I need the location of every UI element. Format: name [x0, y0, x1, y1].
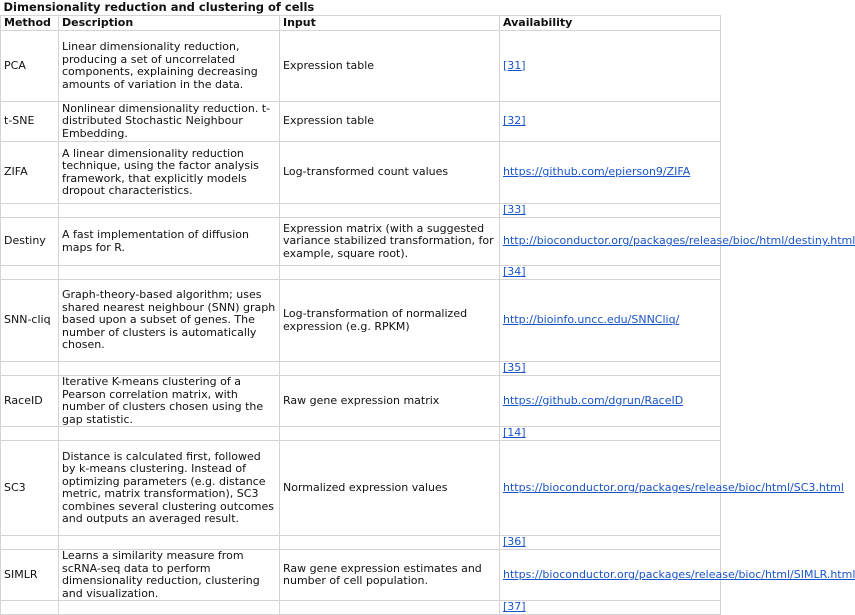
cell-availability-link[interactable]: [37]	[500, 601, 721, 615]
header-input: Input	[280, 16, 500, 31]
cell-method	[1, 266, 59, 280]
cell-description	[59, 536, 280, 550]
cell-input: Log-transformed count values	[280, 142, 500, 204]
table-row	[1, 31, 721, 102]
cell-availability-link[interactable]: [35]	[500, 362, 721, 376]
cell-input: Expression matrix (with a suggested variance stabilized transformation, for example, square root).	[280, 218, 500, 266]
cell-input: Log-transformation of normalized expression (e.g. RPKM)	[280, 280, 500, 362]
table-row	[1, 142, 721, 204]
cell-method	[1, 362, 59, 376]
cell-method: Destiny	[1, 218, 59, 266]
cell-description: Linear dimensionality reduction, producing a set of uncorrelated components, explaining decreasing amounts of variation in the data.	[59, 31, 280, 102]
table-row	[1, 441, 721, 536]
cell-description	[59, 362, 280, 376]
cell-description: Iterative K-means clustering of a Pearson correlation matrix, with number of clusters chosen using the gap statistic.	[59, 376, 280, 427]
cell-availability-link[interactable]: [33]	[500, 204, 721, 218]
cell-availability-link[interactable]: https://bioconductor.org/packages/release/bioc/html/SIMLR.html	[500, 550, 721, 601]
cell-input	[280, 204, 500, 218]
table-row	[1, 601, 721, 615]
cell-availability-link[interactable]: [14]	[500, 427, 721, 441]
table-row	[1, 362, 721, 376]
cell-description	[59, 204, 280, 218]
cell-availability-link[interactable]: http://bioconductor.org/packages/release/bioc/html/destiny.html	[500, 218, 721, 266]
cell-input: Raw gene expression matrix	[280, 376, 500, 427]
cell-input	[280, 601, 500, 615]
title-row	[1, 0, 721, 16]
cell-availability-link[interactable]: https://bioconductor.org/packages/release/bioc/html/SC3.html	[500, 441, 721, 536]
cell-input: Raw gene expression estimates and number of cell population.	[280, 550, 500, 601]
table-title: Dimensionality reduction and clustering of cells	[1, 0, 721, 16]
table-row	[1, 280, 721, 362]
table-row	[1, 218, 721, 266]
cell-input: Normalized expression values	[280, 441, 500, 536]
cell-description	[59, 266, 280, 280]
cell-method	[1, 427, 59, 441]
cell-method: RaceID	[1, 376, 59, 427]
cell-input: Expression table	[280, 31, 500, 102]
cell-availability-link[interactable]: [31]	[500, 31, 721, 102]
cell-availability-link[interactable]: https://github.com/dgrun/RaceID	[500, 376, 721, 427]
header-description: Description	[59, 16, 280, 31]
table-row	[1, 376, 721, 427]
cell-input	[280, 536, 500, 550]
cell-availability-link[interactable]: http://bioinfo.uncc.edu/SNNCliq/	[500, 280, 721, 362]
cell-input	[280, 362, 500, 376]
cell-input: Expression table	[280, 102, 500, 142]
header-method: Method	[1, 16, 59, 31]
cell-description: Graph-theory-based algorithm; uses shared nearest neighbour (SNN) graph based upon a subset of genes. The number of clusters is automatically chosen.	[59, 280, 280, 362]
cell-method: ZIFA	[1, 142, 59, 204]
cell-input	[280, 427, 500, 441]
cell-method	[1, 204, 59, 218]
cell-method	[1, 601, 59, 615]
cell-description	[59, 427, 280, 441]
cell-description: Distance is calculated first, followed by k-means clustering. Instead of optimizing parameters (e.g. distance metric, matrix transformation), SC3 combines several clustering outcomes and outputs an averaged result.	[59, 441, 280, 536]
cell-description	[59, 601, 280, 615]
cell-availability-link[interactable]: [36]	[500, 536, 721, 550]
header-row	[1, 16, 721, 31]
cell-method: SNN-cliq	[1, 280, 59, 362]
cell-description: A fast implementation of diffusion maps for R.	[59, 218, 280, 266]
table-row	[1, 536, 721, 550]
table-row	[1, 550, 721, 601]
cell-method: t-SNE	[1, 102, 59, 142]
cell-availability-link[interactable]: [34]	[500, 266, 721, 280]
table-row	[1, 204, 721, 218]
cell-description: Learns a similarity measure from scRNA-seq data to perform dimensionality reduction, clustering and visualization.	[59, 550, 280, 601]
cell-description: Nonlinear dimensionality reduction. t-distributed Stochastic Neighbour Embedding.	[59, 102, 280, 142]
cell-method: PCA	[1, 31, 59, 102]
cell-method: SC3	[1, 441, 59, 536]
cell-description: A linear dimensionality reduction technique, using the factor analysis framework, that explicitly models dropout characteristics.	[59, 142, 280, 204]
cell-input	[280, 266, 500, 280]
table-row	[1, 427, 721, 441]
cell-availability-link[interactable]: [32]	[500, 102, 721, 142]
header-availability: Availability	[500, 16, 721, 31]
cell-method	[1, 536, 59, 550]
cell-availability-link[interactable]: https://github.com/epierson9/ZIFA	[500, 142, 721, 204]
table-row	[1, 266, 721, 280]
table-row	[1, 102, 721, 142]
cell-method: SIMLR	[1, 550, 59, 601]
